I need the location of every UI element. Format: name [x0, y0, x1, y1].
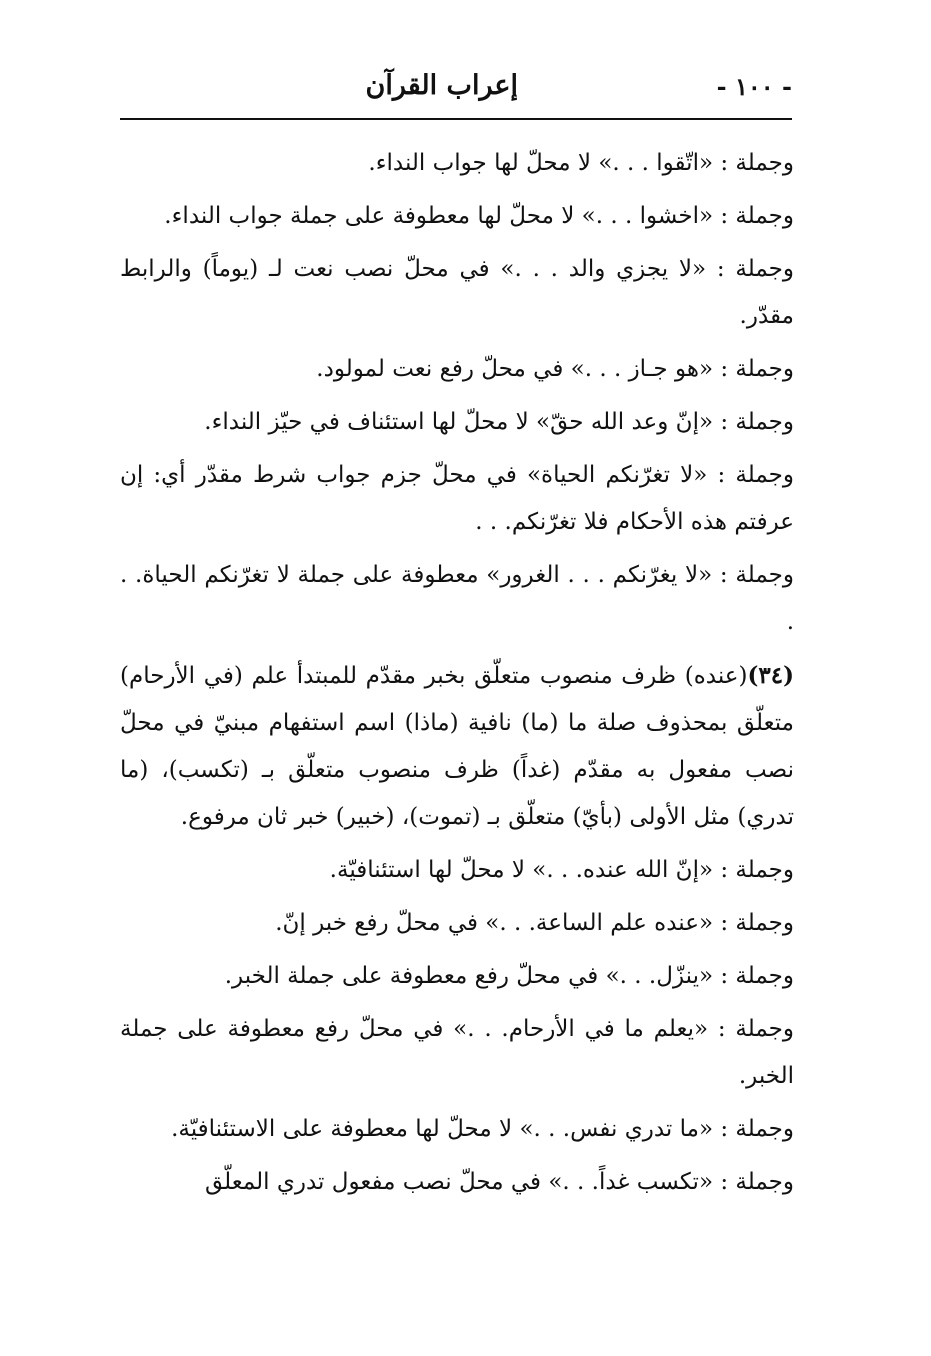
entry-text: «يعلم ما في الأرحام. . .» في محلّ رفع معطوفة على جملة الخبر. — [120, 1016, 794, 1089]
page-header — [120, 70, 792, 114]
sentence-entry — [120, 346, 794, 393]
entry-lead: وجملة : — [720, 356, 794, 382]
entry-text: «لا يجزي والد . . .» في محلّ نصب نعت لـ (يوماً) والرابط مقدّر. — [120, 256, 794, 329]
entry-lead: وجملة : — [720, 203, 794, 229]
sentence-entry — [120, 1006, 794, 1100]
entry-text: «لا يغرّنكم . . . الغرور» معطوفة على جملة لا تغرّنكم الحياة. . . — [120, 562, 794, 635]
entry-lead: وجملة : — [720, 150, 794, 176]
entry-text: «عنده علم الساعة. . .» في محلّ رفع خبر إنّ. — [275, 910, 714, 936]
verse-number: (٣٤) — [747, 662, 794, 689]
entry-lead: وجملة : — [719, 562, 794, 588]
entry-text: «ينزّل. . .» في محلّ رفع معطوفة على جملة الخبر. — [224, 963, 714, 989]
sentence-entry — [120, 193, 794, 240]
paragraph-text: (عنده) ظرف منصوب متعلّق بخبر مقدّم للمبتدأ علم (في الأرحام) متعلّق بمحذوف صلة ما (ما) نافية (ماذا) اسم استفهام مبنيّ في محلّ نصب مفعول به مقدّم (غداً) ظرف منصوب متعلّق بـ (تكسب)، (ما تدري) مثل الأولى (بأيّ) متعلّق بـ (تموت)، (خبير) خبر ثان مرفوع. — [120, 663, 794, 830]
entry-text: «اخشوا . . .» لا محلّ لها معطوفة على جملة جواب النداء. — [164, 203, 714, 229]
entry-lead: وجملة : — [717, 462, 794, 488]
entry-lead: وجملة : — [720, 1169, 794, 1195]
sentence-entry — [120, 140, 794, 187]
sentence-entry — [120, 399, 794, 446]
sentence-entry — [120, 847, 794, 894]
entry-lead: وجملة : — [720, 963, 794, 989]
entry-text: «لا تغرّنكم الحياة» في محلّ جزم جواب شرط مقدّر أي: إن عرفتم هذه الأحكام فلا تغرّنكم. . . — [120, 462, 794, 535]
entry-lead: وجملة : — [720, 910, 794, 936]
sentence-entry — [120, 900, 794, 947]
entry-lead: وجملة : — [720, 1116, 794, 1142]
entry-text: «ما تدري نفس. . .» لا محلّ لها معطوفة على الاستئنافيّة. — [171, 1116, 714, 1142]
entry-lead: وجملة : — [720, 409, 794, 435]
entry-text: «إنّ وعد الله حقّ» لا محلّ لها استئناف في حيّز النداء. — [204, 409, 714, 435]
page-body — [120, 140, 794, 1212]
sentence-entry — [120, 452, 794, 546]
entry-lead: وجملة : — [716, 256, 794, 282]
page-number: - ١٠٠ - — [716, 72, 792, 101]
entry-lead: وجملة : — [717, 1016, 794, 1042]
entry-text: «اتّقوا . . .» لا محلّ لها جواب النداء. — [368, 150, 714, 176]
sentence-entry — [120, 552, 794, 646]
sentence-entry — [120, 1159, 794, 1206]
sentence-entry — [120, 953, 794, 1000]
entry-lead: وجملة : — [720, 857, 794, 883]
sentence-entry — [120, 1106, 794, 1153]
verse-paragraph — [120, 652, 794, 841]
entry-text: «هو جـاز . . .» في محلّ رفع نعت لمولود. — [316, 356, 714, 382]
sentence-entry — [120, 246, 794, 340]
running-title: إعراب القرآن — [365, 70, 518, 101]
entry-text: «تكسب غداً. . .» في محلّ نصب مفعول تدري المعلّق — [204, 1169, 714, 1195]
header-rule — [120, 118, 792, 120]
entry-text: «إنّ الله عنده. . .» لا محلّ لها استئنافيّة. — [329, 857, 714, 883]
